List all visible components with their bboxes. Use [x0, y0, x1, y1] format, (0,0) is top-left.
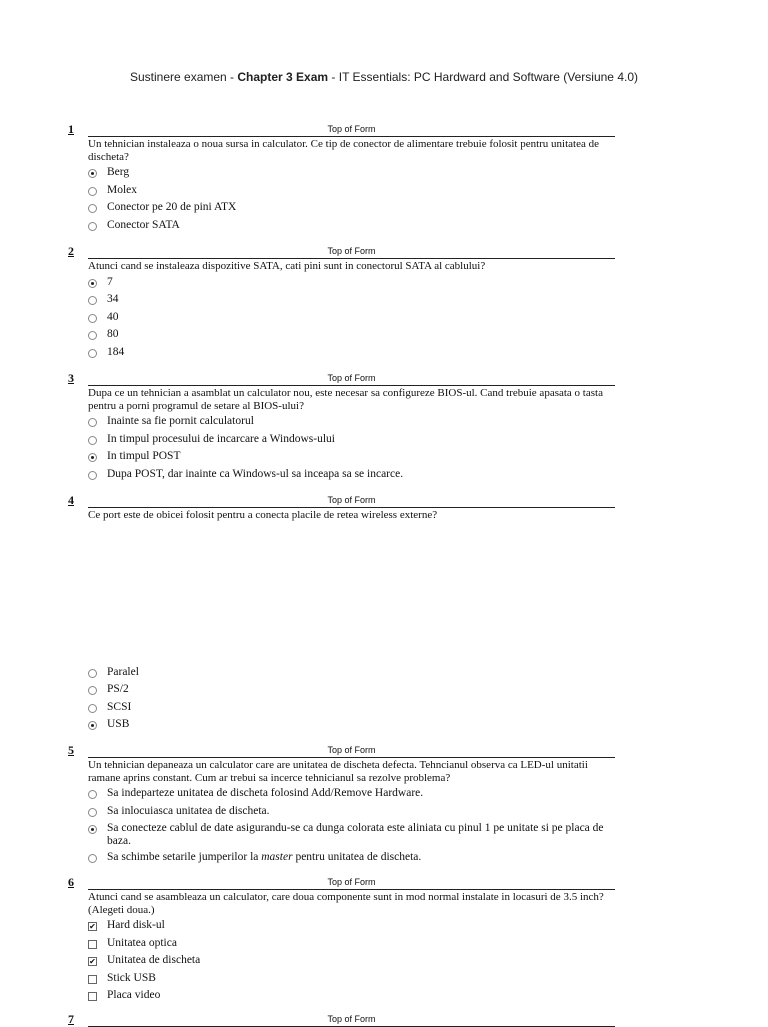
- option-label: Sa inlocuiasca unitatea de discheta.: [107, 804, 270, 817]
- option-label: Sa schimbe setarile jumperilor la master pentru unitatea de discheta.: [107, 851, 422, 863]
- top-of-form: Top of Form: [88, 877, 615, 890]
- answer-option[interactable]: [88, 328, 616, 346]
- option-label: In timpul POST: [107, 450, 181, 462]
- option-label: 184: [107, 345, 125, 358]
- answer-option[interactable]: [88, 433, 616, 451]
- option-label: 40: [107, 310, 119, 323]
- option-label: Placa video: [107, 989, 161, 1001]
- question-2: [68, 246, 616, 363]
- option-label: 7: [107, 275, 113, 288]
- radio-button[interactable]: [88, 222, 97, 231]
- question-number: 6: [68, 875, 74, 889]
- answer-option[interactable]: [88, 219, 616, 237]
- option-label: Conector SATA: [107, 218, 180, 231]
- option-label: Unitatea de discheta: [107, 954, 201, 966]
- answer-option[interactable]: [88, 450, 616, 468]
- answer-option[interactable]: [88, 346, 616, 364]
- answer-option[interactable]: [88, 972, 616, 990]
- question-text: Dupa ce un tehnician a asamblat un calculator nou, este necesar sa configureze BIOS-ul. Cand trebuie apasata o tasta pentru a porni programul de setare al BIOS-ului?: [88, 387, 603, 412]
- option-label: USB: [107, 718, 130, 730]
- radio-button[interactable]: [88, 187, 97, 196]
- title-suffix: - IT Essentials: PC Hardward and Software (Versiune 4.0): [328, 70, 638, 84]
- question-number: 1: [68, 122, 74, 136]
- radio-button[interactable]: [88, 854, 97, 863]
- question-text: Un tehnician instaleaza o noua sursa in calculator. Ce tip de conector de alimentare trebuie folosit pentru unitatea de discheta?: [88, 138, 600, 163]
- answer-option[interactable]: [88, 166, 616, 184]
- top-of-form: Top of Form: [88, 495, 615, 508]
- radio-button[interactable]: [88, 790, 97, 799]
- question-number: 4: [68, 493, 74, 507]
- radio-button[interactable]: [88, 669, 97, 678]
- question-number: 2: [68, 244, 74, 258]
- option-label: Molex: [107, 183, 138, 196]
- question-5: [68, 745, 616, 869]
- option-label: 80: [107, 328, 119, 340]
- answer-option[interactable]: [88, 311, 616, 329]
- top-of-form: Top of Form: [88, 1014, 615, 1027]
- checkbox[interactable]: [88, 940, 97, 949]
- option-label: Unitatea optica: [107, 936, 177, 949]
- question-number: 3: [68, 371, 74, 385]
- radio-button[interactable]: [88, 279, 97, 288]
- page-title: [0, 70, 768, 84]
- option-label: In timpul procesului de incarcare a Windows-ului: [107, 432, 335, 445]
- question-text: Un tehnician depaneaza un calculator care are unitatea de discheta defecta. Tehncianul observa ca LED-ul unitatii ramane aprins constant. Cum ar trebui sa incerce tehnicianul sa rezolve problema?: [88, 759, 588, 784]
- radio-button[interactable]: [88, 808, 97, 817]
- question-1: [68, 124, 616, 236]
- radio-button[interactable]: [88, 721, 97, 730]
- answer-option[interactable]: [88, 468, 616, 486]
- radio-button[interactable]: [88, 686, 97, 695]
- title-bold: Chapter 3 Exam: [237, 70, 329, 84]
- question-7: [68, 1014, 616, 1027]
- question-number: 7: [68, 1012, 74, 1026]
- top-of-form: Top of Form: [88, 124, 615, 137]
- question-text: Ce port este de obicei folosit pentru a conecta placile de retea wireless externe?: [88, 509, 438, 521]
- radio-button[interactable]: [88, 349, 97, 358]
- answer-option[interactable]: [88, 201, 616, 219]
- radio-button[interactable]: [88, 471, 97, 480]
- answer-option[interactable]: [88, 293, 616, 311]
- answer-option[interactable]: [88, 954, 616, 972]
- radio-button[interactable]: [88, 331, 97, 340]
- answer-option[interactable]: [88, 666, 616, 684]
- question-text: Atunci cand se asambleaza un calculator, care doua componente sunt in mod normal instalate in locasuri de 3.5 inch? (Alegeti doua.): [88, 891, 604, 916]
- answer-option[interactable]: [88, 683, 616, 701]
- radio-button[interactable]: [88, 204, 97, 213]
- answer-option[interactable]: [88, 989, 616, 1007]
- option-label: Conector pe 20 de pini ATX: [107, 201, 237, 213]
- radio-button[interactable]: [88, 453, 97, 462]
- answer-option[interactable]: [88, 276, 616, 294]
- question-text: Atunci cand se instaleaza dispozitive SATA, cati pini sunt in conectorul SATA al cablului?: [88, 260, 486, 272]
- top-of-form: Top of Form: [88, 745, 615, 758]
- answer-option[interactable]: [88, 822, 616, 851]
- top-of-form: Top of Form: [88, 246, 615, 259]
- checkbox[interactable]: [88, 992, 97, 1001]
- option-label: Berg: [107, 166, 130, 178]
- radio-button[interactable]: [88, 436, 97, 445]
- option-label: PS/2: [107, 683, 129, 695]
- answer-option[interactable]: [88, 919, 616, 937]
- question-3: [68, 373, 616, 485]
- answer-option[interactable]: [88, 851, 616, 869]
- answer-option[interactable]: [88, 184, 616, 202]
- answer-option[interactable]: [88, 701, 616, 719]
- answer-option[interactable]: [88, 805, 616, 823]
- question-6: [68, 877, 616, 1007]
- radio-button[interactable]: [88, 169, 97, 178]
- answer-option[interactable]: [88, 937, 616, 955]
- checkbox[interactable]: [88, 975, 97, 984]
- radio-button[interactable]: [88, 314, 97, 323]
- option-label: Paralel: [107, 665, 139, 678]
- question-4: [68, 495, 616, 736]
- radio-button[interactable]: [88, 296, 97, 305]
- option-label: Inainte sa fie pornit calculatorul: [107, 415, 254, 427]
- checkbox-checked[interactable]: ✔: [89, 922, 96, 931]
- option-label: Stick USB: [107, 971, 156, 984]
- answer-option[interactable]: [88, 415, 616, 433]
- option-label: SCSI: [107, 700, 132, 713]
- option-label: Sa conecteze cablul de date asigurandu-se ca dunga colorata este aliniata cu pinul 1 pe unitate si pe placa de baza.: [107, 822, 604, 847]
- question-number: 5: [68, 743, 74, 757]
- radio-button[interactable]: [88, 825, 97, 834]
- answer-option[interactable]: [88, 718, 616, 736]
- answer-option[interactable]: [88, 787, 616, 805]
- checkbox-checked[interactable]: ✔: [89, 957, 96, 966]
- radio-button[interactable]: [88, 704, 97, 713]
- title-prefix: Sustinere examen -: [129, 70, 238, 84]
- option-label: Hard disk-ul: [107, 919, 165, 931]
- top-of-form: Top of Form: [88, 373, 615, 386]
- option-label: 34: [107, 293, 119, 305]
- option-label: Dupa POST, dar inainte ca Windows-ul sa inceapa sa se incarce.: [107, 467, 404, 480]
- option-label: Sa indeparteze unitatea de discheta folosind Add/Remove Hardware.: [107, 787, 424, 799]
- radio-button[interactable]: [88, 418, 97, 427]
